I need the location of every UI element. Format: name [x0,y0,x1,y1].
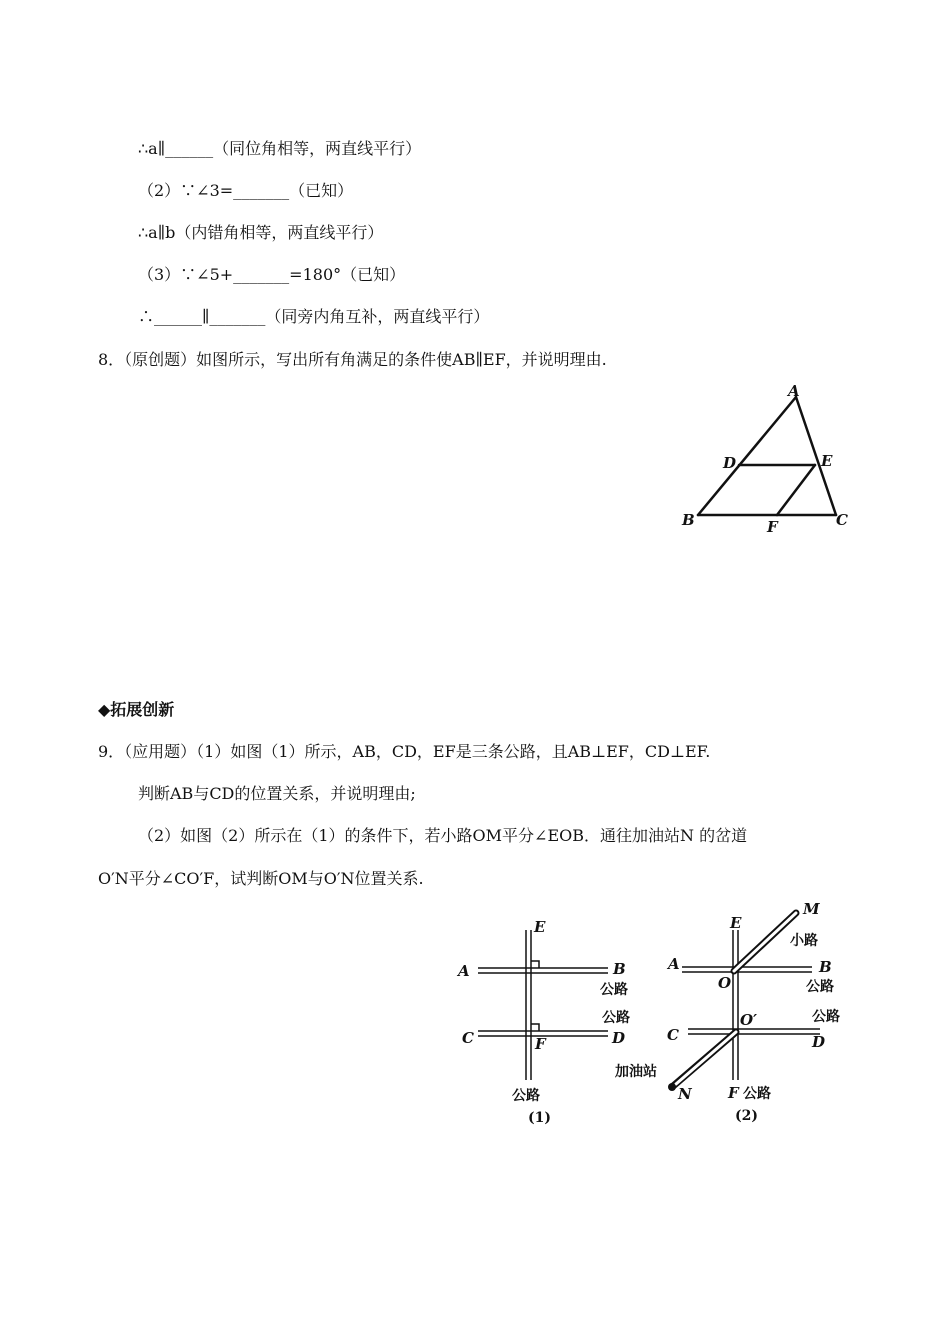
question-9-line-1: 9．（应用题）（1）如图（1）所示，AB，CD，EF是三条公路，且AB⊥EF，CD⊥EF. [98,742,711,761]
fig1-label-f: F [535,1035,546,1053]
fig1-caption: (1) [528,1110,551,1126]
fig2-label-c: C [667,1026,679,1044]
fig2-path-label: 小路 [790,933,818,949]
question-9-line-4: O′N平分∠CO′F，试判断OM与O′N位置关系. [98,869,424,888]
fig1-label-a: A [458,962,470,980]
fig1-label-d: D [612,1029,626,1047]
fig2-label-m: M [803,900,820,918]
fig1-label-e: E [534,918,546,936]
fig2-station-label: 加油站 [615,1064,657,1080]
fig2-caption: (2) [735,1108,758,1124]
fig1-road-label-2: 公路 [602,1010,630,1026]
solution-line-4: （3）∵∠5+_______=180°（已知） [138,265,406,284]
fig1-label-c: C [462,1029,474,1047]
fig1-road-label-3: 公路 [512,1088,540,1104]
fig2-label-n: N [678,1085,692,1103]
label-a: A [788,382,800,400]
label-c: C [836,511,848,529]
fig2-label-f: F [728,1084,739,1102]
label-e: E [821,452,833,470]
question-9-line-2: 判断AB与CD的位置关系，并说明理由; [138,784,416,803]
label-d: D [723,454,737,472]
fig2-label-d: D [812,1033,826,1051]
fig2-road-label-2: 公路 [812,1009,840,1025]
solution-line-1: ∴a∥______（同位角相等，两直线平行） [138,139,422,158]
figure-2 [610,895,870,1130]
label-b: B [682,511,695,529]
solution-line-2: （2）∵∠3=_______（已知） [138,181,354,200]
solution-line-5: ∴______∥_______（同旁内角互补，两直线平行） [138,307,490,326]
question-8: 8．（原创题）如图所示，写出所有角满足的条件使AB∥EF，并说明理由. [98,350,607,369]
fig2-label-o: O [718,974,732,992]
section-title: ◆拓展创新 [98,700,175,719]
fig2-road-label-3: 公路 [743,1086,771,1102]
triangle-figure [670,380,870,540]
fig2-label-b: B [819,958,832,976]
fig2-label-a: A [668,955,680,973]
fig1-label-b: B [613,960,626,978]
segment-ef [777,465,815,515]
fig2-label-o-prime: O′ [740,1011,758,1029]
fig2-road-label-1: 公路 [806,979,834,995]
solution-line-3: ∴a∥b（内错角相等，两直线平行） [138,223,384,242]
question-9-line-3: （2）如图（2）所示在（1）的条件下，若小路OM平分∠EOB．通往加油站N 的岔道 [138,826,748,845]
label-f: F [767,518,778,536]
fig1-road-label-1: 公路 [600,982,628,998]
fig2-label-e: E [730,914,742,932]
side-ab [698,397,796,515]
